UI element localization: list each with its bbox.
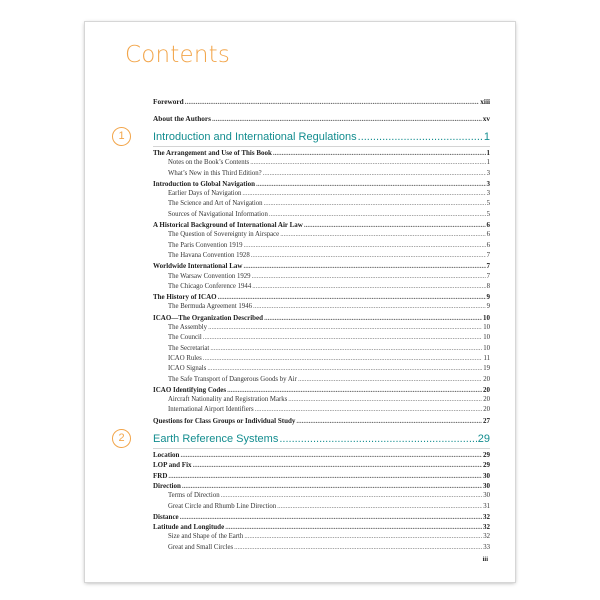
dot-leader <box>277 502 482 512</box>
toc-subsection-entry-label: The Chicago Conference 1944 <box>168 282 252 290</box>
toc-section-entry-label: Introduction to Global Navigation <box>153 179 255 188</box>
toc-section-entry-page: 9 <box>486 293 490 302</box>
toc-subsection-entry[interactable] <box>153 158 490 168</box>
dot-leader <box>225 522 482 532</box>
toc-subsection-entry-page: 6 <box>486 241 490 249</box>
toc-subsection-entry[interactable] <box>153 532 490 542</box>
toc-subsection-entry-label: What’s New in this Third Edition? <box>168 169 262 177</box>
toc-section-entry[interactable] <box>153 313 490 323</box>
chapter-number-badge: 2 <box>112 429 131 448</box>
toc-section-entry[interactable] <box>153 481 490 491</box>
dot-leader <box>221 491 483 501</box>
dot-leader <box>185 96 480 107</box>
toc-subsection-entry-label: Terms of Direction <box>168 492 220 500</box>
toc-section-entry-page: 32 <box>483 512 490 521</box>
dot-leader <box>208 323 482 333</box>
toc-subsection-entry[interactable] <box>153 241 490 251</box>
dot-leader <box>227 385 482 395</box>
toc-section-entry-page: 10 <box>483 313 490 322</box>
toc-subsection-entry-label: Aircraft Nationality and Registration Marks <box>168 396 288 404</box>
toc-section-entry-page: 6 <box>486 221 490 230</box>
toc-subsection-entry-page: 19 <box>483 365 490 373</box>
toc-subsection-entry-label: The Safe Transport of Dangerous Goods by Air <box>168 375 297 383</box>
toc-front-matter-entry-page: xiii <box>480 97 490 106</box>
toc-chapter-heading-label: Introduction and International Regulations <box>153 131 357 143</box>
toc-subsection-entry-page: 20 <box>483 406 490 414</box>
toc-section-entry[interactable] <box>153 261 490 271</box>
toc-subsection-entry-page: 1 <box>486 159 490 167</box>
dot-leader <box>207 364 482 374</box>
toc-subsection-entry-page: 6 <box>486 231 490 239</box>
dot-leader <box>180 450 482 460</box>
toc-subsection-entry-label: Great and Small Circles <box>168 543 234 551</box>
dot-leader <box>263 169 486 179</box>
dot-leader <box>358 131 483 144</box>
toc-section-entry[interactable] <box>153 220 490 230</box>
toc-chapter-heading-page: 29 <box>477 433 490 446</box>
toc-section-entry-page: 27 <box>483 416 490 425</box>
dot-leader <box>251 251 486 261</box>
toc-subsection-entry-page: 5 <box>486 210 490 218</box>
toc-subsection-entry-page: 30 <box>483 492 490 500</box>
dot-leader <box>234 543 482 553</box>
dot-leader <box>298 375 482 385</box>
dot-leader <box>264 313 482 323</box>
toc-section-entry[interactable] <box>153 512 490 522</box>
dot-leader <box>296 416 482 426</box>
toc-subsection-entry-label: The Council <box>168 334 202 342</box>
toc-section-entry-label: FRD <box>153 471 168 480</box>
toc-section-entry-label: A Historical Background of International Air Law <box>153 221 303 230</box>
toc-chapter-heading[interactable] <box>118 432 490 446</box>
toc-subsection-entry-label: The Science and Art of Navigation <box>168 200 263 208</box>
toc-subsection-entry-label: The Question of Sovereignty in Airspace <box>168 231 280 239</box>
toc-subsection-entry[interactable] <box>153 364 490 374</box>
toc-section-entry-label: Worldwide International Law <box>153 262 243 271</box>
toc-subsection-entry-label: The Secretariat <box>168 344 210 352</box>
toc-subsection-entry-label: The Paris Convention 1919 <box>168 241 243 249</box>
toc-section-entry-page: 1 <box>486 149 490 157</box>
toc-subsection-entry-label: Size and Shape of the Earth <box>168 533 244 541</box>
toc-section-entry-label: Questions for Class Groups or Individual Study <box>153 416 296 425</box>
toc-section-entry-page: 30 <box>483 481 490 490</box>
toc-subsection-entry-page: 20 <box>483 375 490 383</box>
toc-section-entry-label: Distance <box>153 512 179 521</box>
toc-section-entry-label: ICAO—The Organization Described <box>153 313 264 322</box>
dot-leader <box>203 354 483 364</box>
toc-front-matter-entry-page: xv <box>482 114 490 123</box>
toc-subsection-entry-label: The Bermuda Agreement 1946 <box>168 303 252 311</box>
toc-section-entry-label: Location <box>153 451 180 460</box>
toc-subsection-entry-label: The Warsaw Convention 1929 <box>168 272 251 280</box>
toc-front-matter-entry[interactable] <box>153 96 490 107</box>
page-title: Contents <box>125 42 231 68</box>
toc-subsection-entry-page: 9 <box>486 303 490 311</box>
toc-section-entry-page: 7 <box>486 262 490 271</box>
toc-subsection-entry-page: 3 <box>486 169 490 177</box>
dot-leader <box>244 241 486 251</box>
toc-subsection-entry[interactable] <box>153 502 490 512</box>
dot-leader <box>273 148 486 158</box>
dot-leader <box>279 433 476 446</box>
toc-subsection-entry[interactable] <box>153 354 490 364</box>
toc-section-entry[interactable] <box>153 179 490 189</box>
dot-leader <box>253 302 486 312</box>
toc-subsection-entry-page: 11 <box>483 354 490 362</box>
toc-section-entry[interactable] <box>153 450 490 460</box>
toc-subsection-entry-label: The Assembly <box>168 324 208 332</box>
dot-leader <box>243 261 485 271</box>
toc-front-matter-entry-label: About the Authors <box>153 114 211 123</box>
toc-subsection-entry-page: 7 <box>486 272 490 280</box>
toc-subsection-entry-label: Great Circle and Rhumb Line Direction <box>168 502 277 510</box>
toc-subsection-entry[interactable] <box>153 543 490 553</box>
toc-subsection-entry[interactable] <box>153 375 490 385</box>
dot-leader <box>250 158 485 168</box>
dot-leader <box>269 210 486 220</box>
dot-leader <box>210 344 482 354</box>
toc-subsection-entry[interactable] <box>153 333 490 343</box>
toc-subsection-entry-page: 20 <box>483 396 490 404</box>
chapter-divider <box>153 146 490 147</box>
toc-section-entry[interactable] <box>153 471 490 481</box>
toc-subsection-entry-page: 8 <box>486 282 490 290</box>
dot-leader <box>244 532 482 542</box>
toc-subsection-entry-page: 33 <box>483 543 490 551</box>
toc-section-entry-label: The History of ICAO <box>153 293 217 302</box>
dot-leader <box>193 460 482 470</box>
dot-leader <box>304 220 486 230</box>
toc-subsection-entry-page: 7 <box>486 251 490 259</box>
toc-subsection-entry-page: 10 <box>483 334 490 342</box>
dot-leader <box>203 333 482 343</box>
toc-subsection-entry[interactable] <box>153 323 490 333</box>
toc-subsection-entry[interactable] <box>153 230 490 240</box>
toc-subsection-entry[interactable] <box>153 405 490 415</box>
toc-subsection-entry[interactable] <box>153 395 490 405</box>
dot-leader <box>256 179 486 189</box>
toc-subsection-entry-page: 32 <box>483 533 490 541</box>
toc-subsection-entry-label: Sources of Navigational Information <box>168 210 268 218</box>
toc-section-entry[interactable] <box>153 522 490 532</box>
toc-section-entry-label: ICAO Identifying Codes <box>153 385 227 394</box>
toc-subsection-entry[interactable] <box>153 491 490 501</box>
toc-subsection-entry-page: 5 <box>486 200 490 208</box>
toc-subsection-entry[interactable] <box>153 169 490 179</box>
toc-subsection-entry-page: 3 <box>486 190 490 198</box>
toc-section-entry-page: 3 <box>486 179 490 188</box>
toc-subsection-entry-page: 10 <box>483 344 490 352</box>
toc-subsection-entry[interactable] <box>153 282 490 292</box>
dot-leader <box>168 471 482 481</box>
toc-section-entry[interactable] <box>153 292 490 302</box>
toc-section-entry-page: 29 <box>483 451 490 460</box>
dot-leader <box>252 282 485 292</box>
toc-subsection-entry[interactable] <box>153 199 490 209</box>
toc-section-entry[interactable] <box>153 416 490 426</box>
toc-section-entry-page: 29 <box>483 461 490 470</box>
toc-subsection-entry-label: International Airport Identifiers <box>168 406 254 414</box>
table-of-contents <box>118 96 490 553</box>
dot-leader <box>264 199 486 209</box>
toc-section-entry-page: 20 <box>483 385 490 394</box>
toc-subsection-entry[interactable] <box>153 210 490 220</box>
toc-subsection-entry-label: Earlier Days of Navigation <box>168 190 242 198</box>
toc-front-matter-entry[interactable] <box>153 113 490 124</box>
dot-leader <box>252 272 486 282</box>
toc-section-entry[interactable] <box>153 460 490 470</box>
toc-section-entry-label: Direction <box>153 481 181 490</box>
toc-subsection-entry[interactable] <box>153 272 490 282</box>
toc-section-entry[interactable] <box>153 148 490 158</box>
dot-leader <box>280 230 485 240</box>
toc-subsection-entry[interactable] <box>153 251 490 261</box>
toc-section-entry-page: 32 <box>483 523 490 532</box>
toc-subsection-entry-page: 10 <box>483 324 490 332</box>
toc-section-entry-label: The Arrangement and Use of This Book <box>153 149 272 157</box>
dot-leader <box>180 512 482 522</box>
toc-subsection-entry[interactable] <box>153 344 490 354</box>
chapter-number-badge: 1 <box>112 127 131 146</box>
toc-subsection-entry-label: Notes on the Book’s Contents <box>168 159 250 167</box>
dot-leader <box>182 481 482 491</box>
book-page <box>85 22 515 582</box>
toc-subsection-entry[interactable] <box>153 302 490 312</box>
toc-section-entry[interactable] <box>153 385 490 395</box>
dot-leader <box>255 405 483 415</box>
toc-subsection-entry-label: The Havana Convention 1928 <box>168 251 250 259</box>
toc-section-entry-page: 30 <box>483 471 490 480</box>
toc-chapter-heading-page: 1 <box>483 131 490 143</box>
toc-section-entry-label: Latitude and Longitude <box>153 523 225 532</box>
dot-leader <box>288 395 482 405</box>
page-number: iii <box>482 556 488 563</box>
dot-leader <box>242 189 485 199</box>
toc-front-matter-entry-label: Foreword <box>153 97 184 106</box>
toc-subsection-entry-label: ICAO Signals <box>168 365 207 373</box>
toc-section-entry-label: LOP and Fix <box>153 461 192 470</box>
dot-leader <box>212 113 482 124</box>
toc-subsection-entry-label: ICAO Rules <box>168 354 202 362</box>
chapter-divider <box>153 448 490 449</box>
toc-chapter-heading-label: Earth Reference Systems <box>153 433 279 446</box>
toc-subsection-entry-page: 31 <box>483 502 490 510</box>
toc-subsection-entry[interactable] <box>153 189 490 199</box>
dot-leader <box>218 292 486 302</box>
toc-chapter-heading[interactable] <box>118 130 490 144</box>
